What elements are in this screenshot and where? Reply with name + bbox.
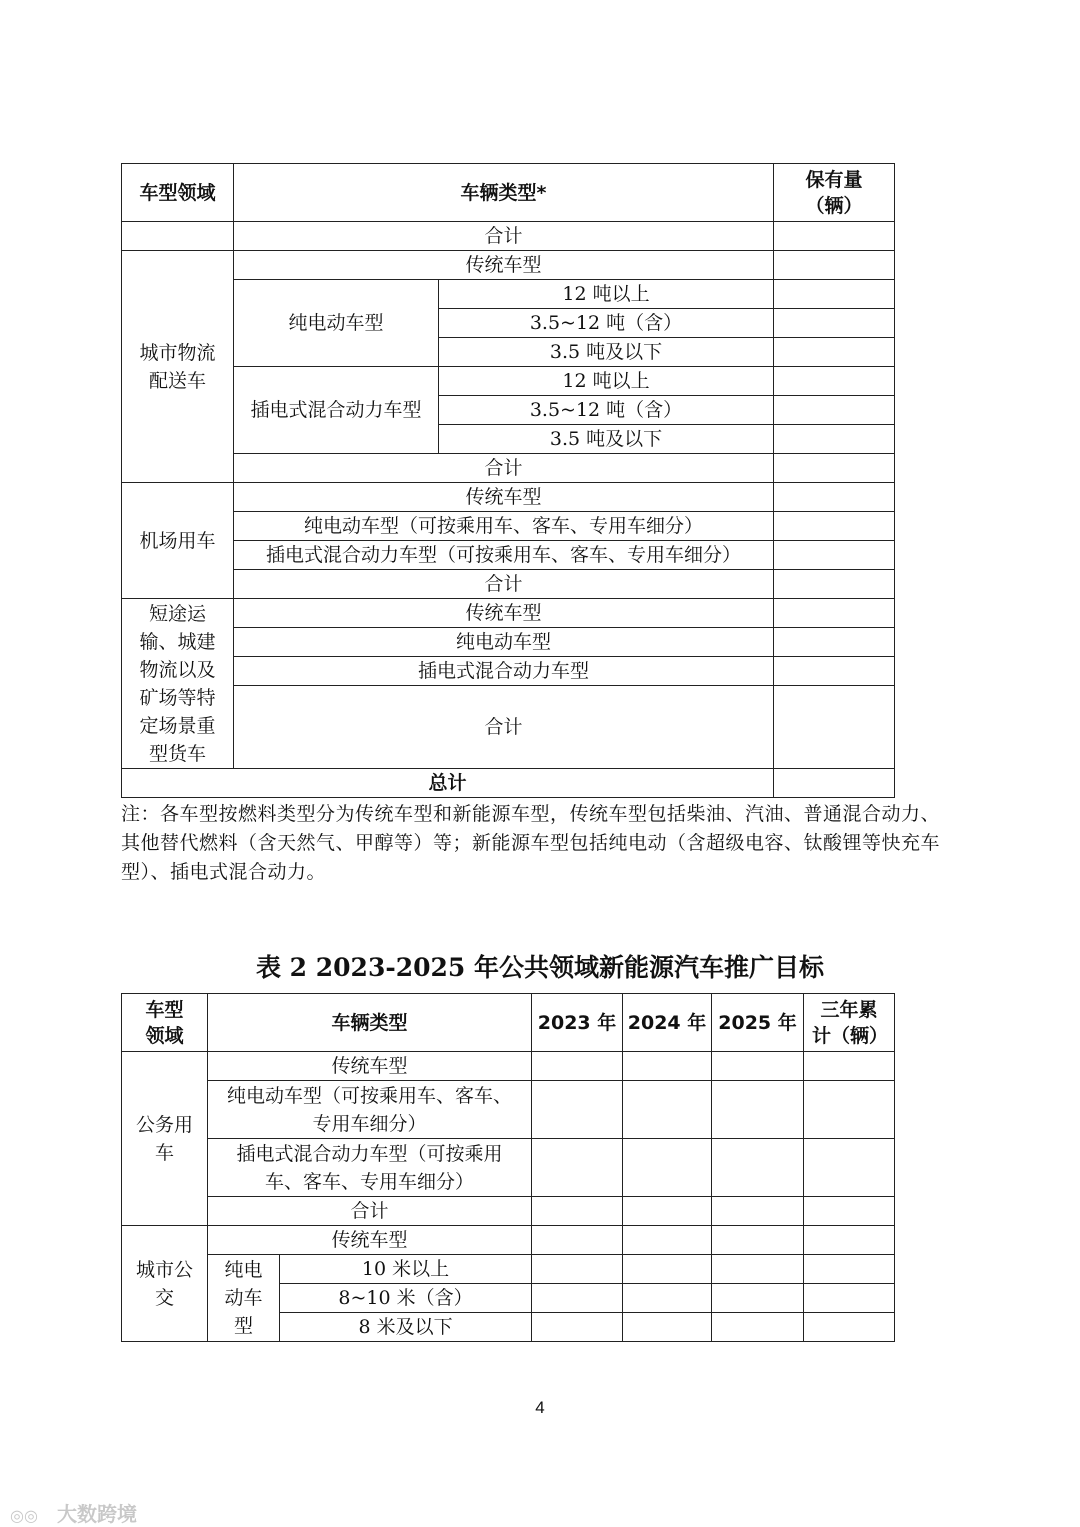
value-cell [774,599,895,628]
row-traditional: 传统车型 [234,251,774,280]
domain-urban-logistics: 城市物流配送车 [122,251,234,483]
row-under-3-5t: 3.5 吨及以下 [439,338,774,367]
value-cell [774,396,895,425]
value-cell [532,1081,623,1139]
row-total: 合计 [234,570,774,599]
row-bev: 纯电动车型（可按乘用车、客车、专用车细分） [234,512,774,541]
row-traditional: 传统车型 [234,483,774,512]
value-cell [774,512,895,541]
row-total: 合计 [234,454,774,483]
row-under-3-5t: 3.5 吨及以下 [439,425,774,454]
value-cell [532,1139,623,1197]
watermark-text: 大数跨境 [56,1502,137,1526]
value-cell [623,1284,712,1313]
group-phev: 插电式混合动力车型 [234,367,439,454]
value-cell [623,1197,712,1226]
group-bev: 纯电动车型 [234,280,439,367]
watermark-logo-icon: ◎◎ [10,1506,38,1525]
value-cell [804,1052,895,1081]
value-cell [774,309,895,338]
group-bev: 纯电动车型 [208,1255,280,1342]
row-traditional: 传统车型 [208,1052,532,1081]
value-cell [623,1255,712,1284]
row-total: 合计 [234,686,774,769]
value-cell [774,657,895,686]
row-phev: 插电式混合动力车型（可按乘用车、客车、专用车细分） [208,1139,532,1197]
value-cell [712,1052,804,1081]
row-bev: 纯电动车型 [234,628,774,657]
header-vehicle-type: 车辆类型* [234,164,774,222]
page-number: 4 [535,1398,545,1417]
value-cell [774,686,895,769]
value-cell [804,1197,895,1226]
row-over-12t: 12 吨以上 [439,367,774,396]
value-cell [712,1284,804,1313]
value-cell [774,454,895,483]
total-row-label: 合计 [234,222,774,251]
value-cell [532,1052,623,1081]
grand-total-label: 总计 [122,769,774,798]
value-cell [804,1313,895,1342]
row-phev: 插电式混合动力车型 [234,657,774,686]
value-cell [774,338,895,367]
value-cell [804,1139,895,1197]
domain-city-bus: 城市公交 [122,1226,208,1342]
header-vehicle-type: 车辆类型 [208,994,532,1052]
value-cell [712,1139,804,1197]
value-cell [532,1313,623,1342]
value-cell [774,769,895,798]
value-cell [532,1255,623,1284]
promotion-target-table [121,993,895,1342]
value-cell [532,1284,623,1313]
value-cell [623,1226,712,1255]
domain-official-cars: 公务用车 [122,1052,208,1226]
table-note: 注：各车型按燃料类型分为传统车型和新能源车型，传统车型包括柴油、汽油、普通混合动力、其他替代燃料（含天然气、甲醇等）等；新能源车型包括纯电动（含超级电容、钛酸锂等快充车型）、插电式混合动力。 [121,803,941,883]
header-cumulative: 三年累计（辆） [804,994,895,1052]
header-domain: 车型领域 [122,164,234,222]
value-cell [712,1255,804,1284]
value-cell [712,1081,804,1139]
value-cell [774,280,895,309]
table2-caption: 表 2 2023-2025 年公共领域新能源汽车推广目标 [255,953,825,982]
value-cell [774,570,895,599]
value-cell [532,1197,623,1226]
value-cell [804,1284,895,1313]
row-3-5-to-12t: 3.5~12 吨（含） [439,396,774,425]
header-2025: 2025 年 [712,994,804,1052]
value-cell [774,541,895,570]
value-cell [774,222,895,251]
empty-cell [122,222,234,251]
watermark [10,1498,137,1527]
value-cell [532,1226,623,1255]
value-cell [774,628,895,657]
header-2024: 2024 年 [623,994,712,1052]
value-cell [623,1313,712,1342]
row-8-to-10m: 8~10 米（含） [280,1284,532,1313]
value-cell [712,1313,804,1342]
row-3-5-to-12t: 3.5~12 吨（含） [439,309,774,338]
domain-airport: 机场用车 [122,483,234,599]
value-cell [623,1081,712,1139]
row-under-8m: 8 米及以下 [280,1313,532,1342]
row-over-12t: 12 吨以上 [439,280,774,309]
header-2023: 2023 年 [532,994,623,1052]
value-cell [804,1081,895,1139]
row-bev: 纯电动车型（可按乘用车、客车、专用车细分） [208,1081,532,1139]
vehicle-stock-table [121,163,895,798]
value-cell [774,251,895,280]
row-traditional: 传统车型 [208,1226,532,1255]
value-cell [623,1052,712,1081]
value-cell [774,367,895,396]
row-traditional: 传统车型 [234,599,774,628]
row-total: 合计 [208,1197,532,1226]
value-cell [804,1255,895,1284]
value-cell [712,1226,804,1255]
value-cell [774,483,895,512]
value-cell [804,1226,895,1255]
domain-special-heavy-trucks: 短途运输、城建物流以及矿场等特定场景重型货车 [122,599,234,769]
row-over-10m: 10 米以上 [280,1255,532,1284]
value-cell [623,1139,712,1197]
header-stock: 保有量（辆） [774,164,895,222]
row-phev: 插电式混合动力车型（可按乘用车、客车、专用车细分） [234,541,774,570]
header-domain: 车型领域 [122,994,208,1052]
value-cell [774,425,895,454]
value-cell [712,1197,804,1226]
